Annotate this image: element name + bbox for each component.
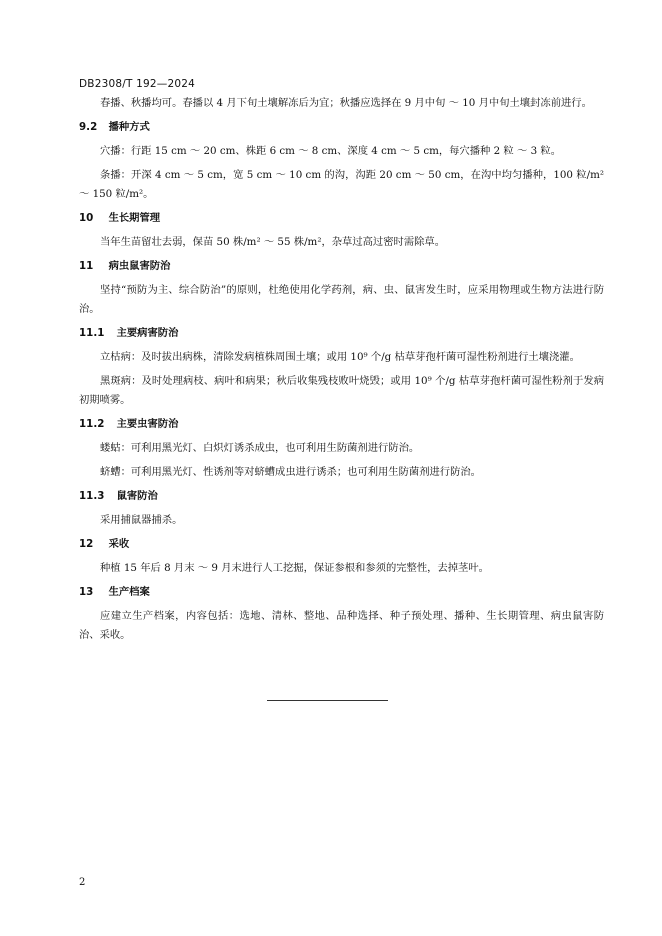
body-paragraph: 当年生苗留壮去弱，保苗 50 株/m² ～ 55 株/m²，杂草过高过密时需除草。 bbox=[100, 236, 446, 248]
body-paragraph: 穴播：行距 15 cm ～ 20 cm、株距 6 cm ～ 8 cm、深度 4 cm ～ 5 cm，每穴播种 2 粒 ～ 3 粒。 bbox=[100, 145, 561, 157]
section-number: 13 bbox=[79, 586, 94, 598]
section-title: 播种方式 bbox=[108, 121, 150, 133]
section-title: 采收 bbox=[108, 538, 130, 550]
body-paragraph: 春播、秋播均可。春播以 4 月下旬土壤解冻后为宜；秋播应选择在 9 月中旬 ～ 10 月中旬土壤封冻前进行。 bbox=[100, 97, 592, 109]
document-code: DB2308/T 192—2024 bbox=[79, 78, 195, 90]
body-paragraph: 黑斑病：及时处理病枝、病叶和病果；秋后收集残枝败叶烧毁；或用 10⁹ 个/g 枯草芽孢杆菌可湿性粉剂于发病初期喷雾。 bbox=[79, 375, 604, 406]
section-heading bbox=[79, 535, 604, 553]
body-paragraph: 蝼蛄：可利用黑光灯、白炽灯诱杀成虫，也可利用生防菌剂进行防治。 bbox=[100, 442, 420, 454]
section-number: 11.3 bbox=[79, 490, 105, 502]
section-heading bbox=[79, 209, 604, 227]
section-title: 生产档案 bbox=[108, 586, 150, 598]
section-number: 11.1 bbox=[79, 327, 105, 339]
body-paragraph: 应建立生产档案，内容包括：选地、清林、整地、品种选择、种子预处理、播种、生长期管理、病虫鼠害防治、采收。 bbox=[79, 610, 604, 641]
document-body bbox=[79, 94, 604, 650]
section-title: 主要虫害防治 bbox=[116, 418, 179, 430]
section-heading bbox=[79, 583, 604, 601]
section-number: 11 bbox=[79, 260, 94, 272]
section-title: 病虫鼠害防治 bbox=[108, 260, 171, 272]
section-title: 生长期管理 bbox=[108, 212, 161, 224]
body-paragraph: 蛴螬：可利用黑光灯、性诱剂等对蛴螬成虫进行诱杀；也可利用生防菌剂进行防治。 bbox=[100, 466, 481, 478]
page-number: 2 bbox=[79, 877, 86, 888]
section-title: 主要病害防治 bbox=[116, 327, 179, 339]
body-paragraph: 种植 15 年后 8 月末 ～ 9 月末进行人工挖掘，保证参根和参须的完整性，去掉茎叶。 bbox=[100, 562, 489, 574]
section-number: 12 bbox=[79, 538, 94, 550]
body-paragraph: 坚持“预防为主、综合防治”的原则，杜绝使用化学药剂，病、虫、鼠害发生时，应采用物理或生物方法进行防治。 bbox=[79, 284, 604, 315]
section-heading bbox=[79, 118, 604, 136]
section-heading bbox=[79, 324, 604, 342]
end-of-document-rule bbox=[267, 700, 388, 701]
section-title: 鼠害防治 bbox=[116, 490, 158, 502]
section-heading bbox=[79, 415, 604, 433]
section-heading bbox=[79, 487, 604, 505]
section-number: 10 bbox=[79, 212, 94, 224]
section-number: 11.2 bbox=[79, 418, 105, 430]
body-paragraph: 条播：开深 4 cm ～ 5 cm，宽 5 cm ～ 10 cm 的沟，沟距 20 cm ～ 50 cm，在沟中均匀播种，100 粒/m² ～ 150 粒/m²。 bbox=[79, 169, 604, 200]
body-paragraph: 立枯病：及时拔出病株，清除发病植株周围土壤；或用 10⁹ 个/g 枯草芽孢杆菌可湿性粉剂进行土壤浇灌。 bbox=[100, 351, 580, 363]
section-number: 9.2 bbox=[79, 121, 98, 133]
section-heading bbox=[79, 257, 604, 275]
body-paragraph: 采用捕鼠器捕杀。 bbox=[100, 514, 183, 526]
